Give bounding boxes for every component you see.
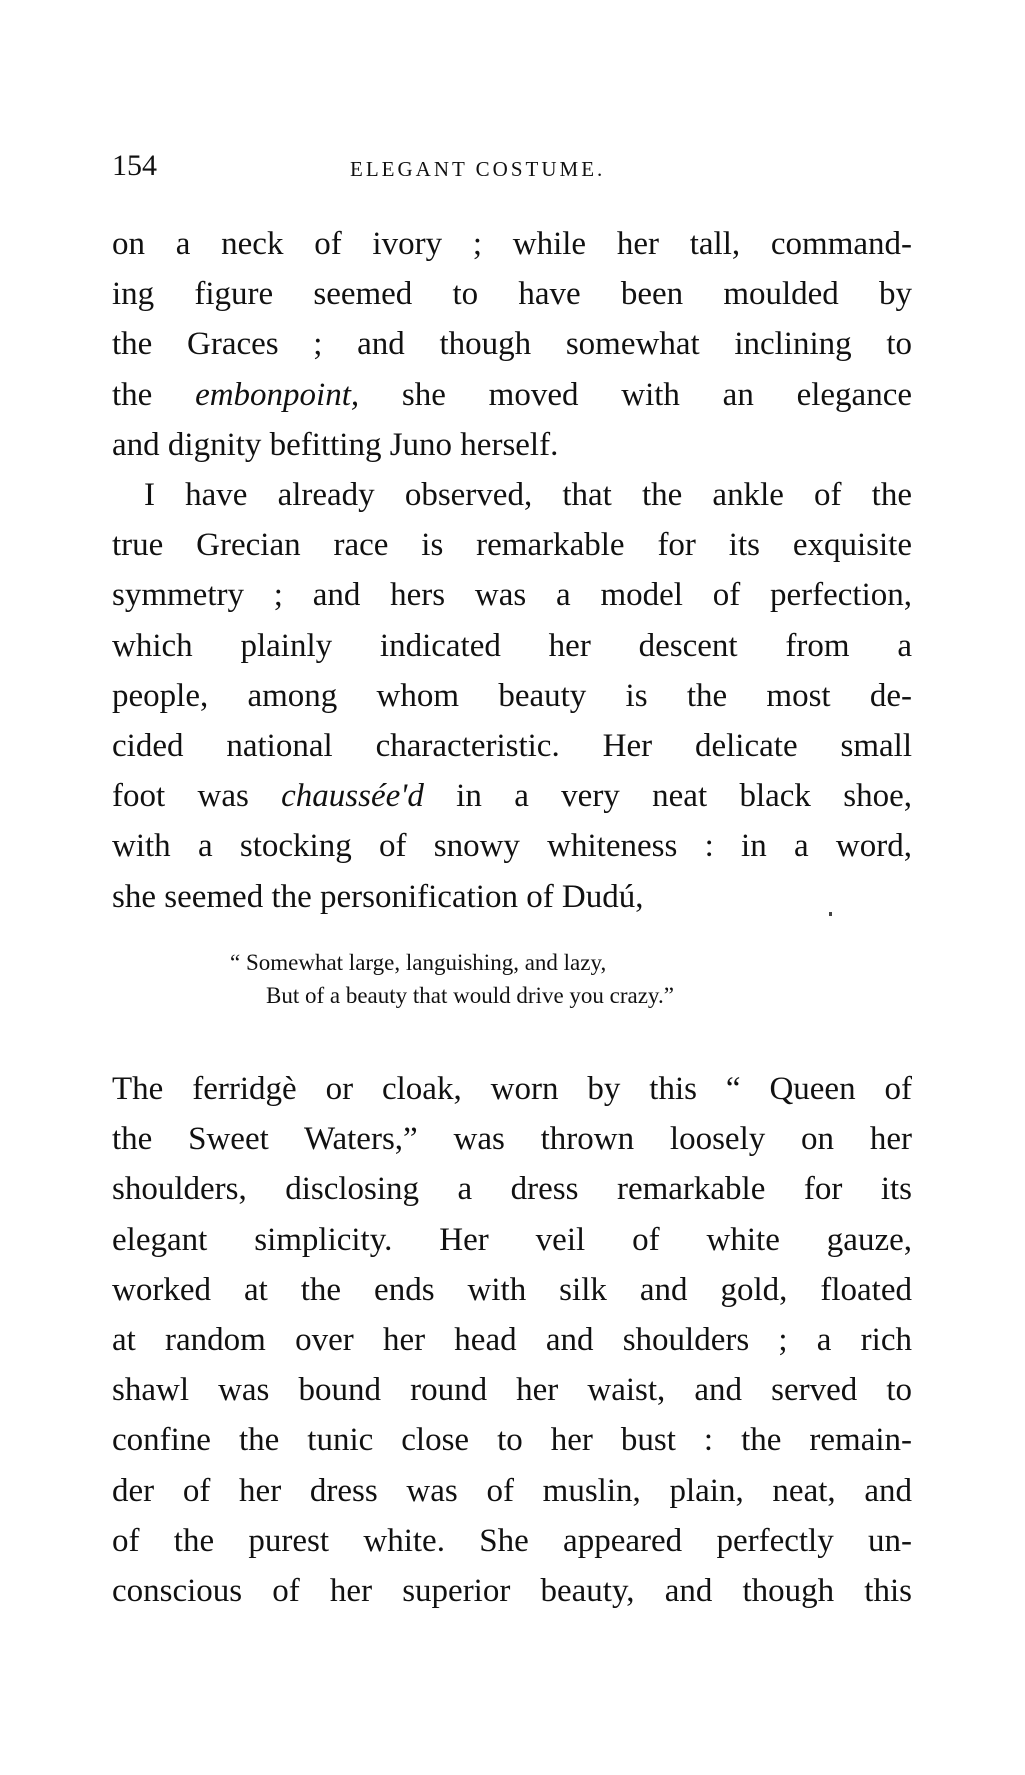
- text-line: on a neck of ivory ; while her tall, command-: [112, 226, 912, 262]
- text-line: which plainly indicated her descent from a: [112, 627, 912, 664]
- stray-ink-mark: [829, 912, 832, 916]
- text-run: in a very neat black shoe,: [423, 778, 912, 815]
- text-line: elegant simplicity. Her veil of white gauze,: [112, 1221, 912, 1258]
- text-line: ing figure seemed to have been moulded by: [112, 276, 912, 313]
- page-header: [112, 148, 912, 188]
- italic-term: chaussée'd: [281, 778, 424, 815]
- text-line: symmetry ; and hers was a model of perfection,: [112, 577, 912, 614]
- text-line: [112, 771, 912, 821]
- running-head: ELEGANT COSTUME.: [350, 157, 606, 181]
- text-line: [112, 370, 912, 420]
- text-line: cided national characteristic. Her delicate small: [112, 728, 912, 765]
- verse-quote: [230, 946, 674, 1012]
- text-line: the Sweet Waters,” was thrown loosely on her: [112, 1121, 912, 1158]
- text-line: of the purest white. She appeared perfectly un-: [112, 1522, 912, 1559]
- page-number: 154: [112, 149, 157, 182]
- quote-line: But of a beauty that would drive you crazy.”: [266, 983, 674, 1008]
- text-line: shawl was bound round her waist, and served to: [112, 1372, 912, 1409]
- paragraph-block-2: [112, 1064, 912, 1616]
- text-line: The ferridgè or cloak, worn by this “ Queen of: [112, 1071, 912, 1107]
- text-line: confine the tunic close to her bust : the remain-: [112, 1422, 912, 1459]
- text-line: she seemed the personification of Dudú,: [112, 878, 644, 915]
- text-line: with a stocking of snowy whiteness : in a word,: [112, 828, 912, 865]
- text-line: people, among whom beauty is the most de-: [112, 677, 912, 714]
- text-line: der of her dress was of muslin, plain, neat, and: [112, 1472, 912, 1509]
- text-run: she moved with an elegance: [359, 376, 912, 413]
- text-line: true Grecian race is remarkable for its exquisite: [112, 527, 912, 564]
- text-line: at random over her head and shoulders ; a rich: [112, 1322, 912, 1359]
- text-run: foot was: [112, 778, 282, 815]
- text-run: the: [112, 376, 196, 413]
- text-line: shoulders, disclosing a dress remarkable for its: [112, 1171, 912, 1208]
- text-line: conscious of her superior beauty, and though this: [112, 1573, 912, 1610]
- text-line: I have already observed, that the ankle of the: [144, 477, 912, 514]
- quote-line: “ Somewhat large, languishing, and lazy,: [230, 950, 607, 975]
- text-line: the Graces ; and though somewhat inclining to: [112, 326, 912, 363]
- text-line: worked at the ends with silk and gold, floated: [112, 1271, 912, 1308]
- text-line: and dignity befitting Juno herself.: [112, 426, 559, 463]
- italic-term: embonpoint,: [195, 376, 360, 413]
- paragraph-block-1: [112, 219, 912, 922]
